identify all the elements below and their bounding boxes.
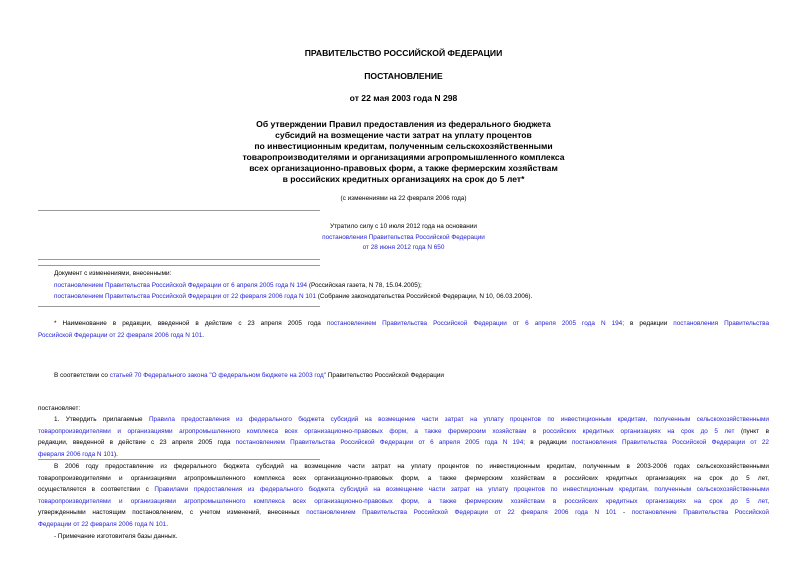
title-line: Об утверждении Правил предоставления из федерального бюджета <box>256 119 551 129</box>
item1-text: ; в редакции <box>523 439 572 447</box>
note-rules-link[interactable]: Правилами предоставления из федерального бюджета субсидий на возмещение части затрат на уплату процентов по инвестиционным кредитам, полученным сельскохозяйственными <box>154 486 769 494</box>
preamble <box>54 370 794 382</box>
amendment-source: (Собрание законодательства Российской Федерации, N 10, 06.03.2006). <box>316 293 533 301</box>
amendment-source: (Российская газета, N 78, 15.04.2005); <box>307 281 422 289</box>
item1-link-2005[interactable]: постановлением Правительства Российской Федерации от 6 апреля 2005 года N 194 <box>235 439 524 447</box>
preamble-text: В соответствии со <box>54 372 110 379</box>
amendment-link-2005[interactable]: постановлением Правительства Российской Федерации от 6 апреля 2005 года N 194 <box>54 281 308 289</box>
note-text: В 2006 году предоставление из федерального бюджета субсидий на возмещение части затрат на уплату процентов по инвестиционным кредитам, полученным в 2003-2006 годах сельскохозяйственными <box>54 463 769 470</box>
note-link-2006[interactable]: постановлением Правительства Российской Федерации от 22 февраля 2006 года N 101 <box>306 509 617 517</box>
footnote-link-2005[interactable]: постановлением Правительства Российской Федерации от 6 апреля 2005 года N 194 <box>326 320 623 327</box>
note-text: утвержденными настоящим постановлением, с учетом изменений, внесенных <box>38 509 307 517</box>
amendment-item <box>54 291 794 303</box>
changes-note: (с изменениями на 22 февраля 2006 года) <box>340 195 467 202</box>
title-line: по инвестиционным кредитам, полученным сельскохозяйственными <box>254 141 553 152</box>
note-text: товаропроизводителями и организациями агропромышленного комплекса всех организационно-правовых форм, а также фермерским хозяйствам в российских кредитных организациях на срок до 5 лет, <box>38 474 769 482</box>
document-type: ПОСТАНОВЛЕНИЕ <box>364 71 443 81</box>
footnote <box>38 318 769 341</box>
item1-link-2006-cont[interactable]: февраля 2006 года N 101 <box>38 450 114 458</box>
document-date-number: от 22 мая 2003 года N 298 <box>349 93 458 103</box>
item1-text: 1. Утвердить прилагаемые <box>54 416 149 423</box>
item1-text: редакции, введенной в действие с 23 апреля 2005 года <box>38 439 236 447</box>
preamble-law-link[interactable]: статьей 70 Федерального закона "О федеральном бюджете на 2003 год" <box>109 372 327 379</box>
amendment-link-2006[interactable]: постановлением Правительства Российской Федерации от 22 февраля 2006 года N 101 <box>54 293 317 301</box>
item1-text: (пункт в <box>734 427 769 435</box>
note-text: - <box>616 509 632 517</box>
void-link-decree[interactable]: постановления Правительства Российской Федерации <box>322 233 485 241</box>
title-line: товаропроизводителями и организациями агропромышленного комплекса <box>242 152 565 163</box>
void-link-date[interactable]: от 28 июня 2012 года N 650 <box>362 244 445 252</box>
note-text: , <box>767 497 769 505</box>
document-title <box>0 119 807 186</box>
government-heading: ПРАВИТЕЛЬСТВО РОССИЙСКОЙ ФЕДЕРАЦИИ <box>304 48 503 58</box>
preamble-text: Правительство Российской Федерации <box>326 372 444 379</box>
title-line: всех организационно-правовых форм, а также фермерским хозяйствам <box>249 163 558 174</box>
divider <box>38 259 320 260</box>
rules-link[interactable]: Правила предоставления из федерального бюджета субсидий на возмещение части затрат на уплату процентов по инвестиционным кредитам, полученным сельскохозяйственными <box>148 416 769 423</box>
footnote-text: . <box>202 331 205 339</box>
divider <box>38 210 320 211</box>
footnote-link-2006-cont[interactable]: Российской Федерации от 22 февраля 2006 года N 101 <box>38 331 203 339</box>
title-line: субсидий на возмещение части затрат на уплату процентов <box>275 130 532 141</box>
item1-text: ). <box>114 450 118 458</box>
database-note <box>38 461 769 542</box>
amendments-intro: Документ с изменениями, внесенными: <box>54 270 172 277</box>
divider <box>38 306 320 307</box>
divider <box>38 265 320 266</box>
item1-link-2006[interactable]: постановления Правительства Российской Федерации от 22 <box>571 439 769 447</box>
item-1 <box>38 414 769 460</box>
divider <box>38 459 320 460</box>
note-rules-link-cont[interactable]: товаропроизводителями и организациями агропромышленного комплекса всех организационно-правовых форм, а также фермерским хозяйствам в российских кредитных организациях на срок до 5 лет <box>38 497 768 505</box>
title-line: в российских кредитных организациях на срок до 5 лет* <box>282 174 525 185</box>
note-decree-link-cont[interactable]: Федерации от 22 февраля 2006 года N 101 <box>38 520 167 528</box>
note-decree-link[interactable]: постановление Правительства Российской <box>631 509 769 517</box>
decides-word: постановляет: <box>38 405 81 412</box>
rules-link-cont[interactable]: товаропроизводителями и организациями агропромышленного комплекса всех организационно-правовых форм, а также фермерским хозяйствам в российских кредитных организациях на срок до 5 лет <box>38 427 735 435</box>
note-footer: - Примечание изготовителя базы данных. <box>54 532 178 540</box>
note-text: осуществляется в соответствии с <box>38 486 155 494</box>
footnote-text: ; в редакции <box>622 320 674 327</box>
void-text: Утратило силу с 10 июля 2012 года на основании <box>330 223 477 230</box>
footnote-link-2006[interactable]: постановления Правительства <box>673 320 770 327</box>
amendment-item <box>54 280 794 292</box>
note-text: . <box>166 520 169 528</box>
void-notice <box>0 222 807 254</box>
amendments-block <box>54 268 794 303</box>
footnote-text: * Наименование в редакции, введенной в действие с 23 апреля 2005 года <box>54 320 327 327</box>
